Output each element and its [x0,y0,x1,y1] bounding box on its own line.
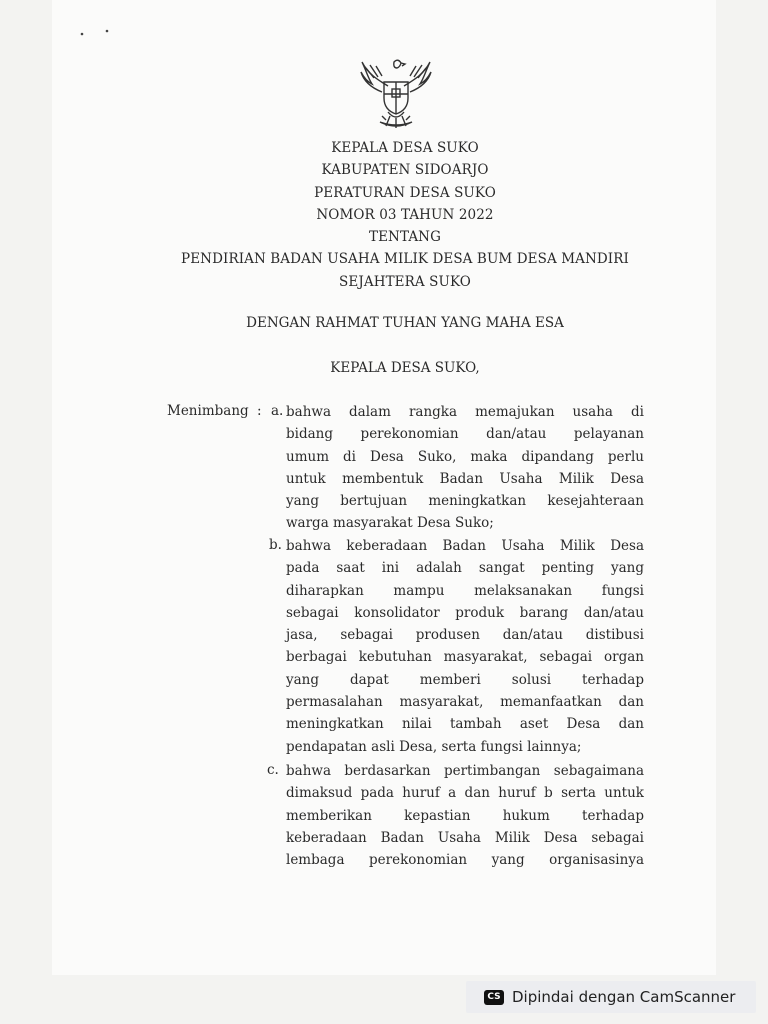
item-c-line: lembaga perekonomian yang organisasinya [286,852,644,869]
item-b-line: diharapkan mampu melaksanakan fungsi [286,582,644,599]
item-c-line: bahwa berdasarkan pertimbangan sebagaimana [286,763,644,779]
item-b-line: jasa, sebagai produsen dan/atau distibusi [286,627,644,644]
item-c-text [286,760,644,871]
heading-line-number: NOMOR 03 TAHUN 2022 [316,206,494,223]
camscanner-label: Dipindai dengan CamScanner [512,988,736,1006]
item-b-line: permasalahan masyarakat, memanfaatkan dan [286,694,644,711]
invocation-line: DENGAN RAHMAT TUHAN YANG MAHA ESA [246,315,564,331]
item-a-line: yang bertujuan meningkatkan kesejahteraan [286,493,644,510]
heading-line-regulation: PERATURAN DESA SUKO [314,184,496,201]
heading-line-subject-cont: SEJAHTERA SUKO [339,273,471,290]
item-a-line: warga masyarakat Desa Suko; [286,515,494,532]
item-a-line: umum di Desa Suko, maka dipandang perlu [286,448,644,465]
heading-line-official: KEPALA DESA SUKO [331,140,479,156]
item-c-line: memberikan kepastian hukum terhadap [286,807,644,824]
considering-label: Menimbang [167,403,249,419]
heading-line-regency: KABUPATEN SIDOARJO [321,162,489,179]
item-c-line: keberadaan Badan Usaha Milik Desa sebagai [286,829,644,846]
item-b-line: pada saat ini adalah sangat penting yang [286,560,644,577]
official-line: KEPALA DESA SUKO, [330,360,480,376]
camscanner-icon: CS [484,990,504,1005]
item-a-line: untuk membentuk Badan Usaha Milik Desa [286,470,644,487]
item-letter-b: b. [269,537,282,553]
item-a-line: bahwa dalam rangka memajukan usaha di [286,404,644,420]
item-b-line: meningkatkan nilai tambah aset Desa dan [286,716,644,733]
item-b-line: bahwa keberadaan Badan Usaha Milik Desa [286,538,644,554]
heading-line-about: TENTANG [369,229,441,246]
camscanner-watermark [466,981,756,1013]
item-letter-a: a. [271,403,284,419]
item-b-line: pendapatan asli Desa, serta fungsi lainnya; [286,738,582,755]
item-a-line: bidang perekonomian dan/atau pelayanan [286,426,644,443]
document-heading [150,137,660,293]
heading-line-subject: PENDIRIAN BADAN USAHA MILIK DESA BUM DESA MANDIRI [181,251,629,268]
item-b-line: yang dapat memberi solusi terhadap [286,671,644,688]
item-letter-c: c. [267,762,279,778]
item-b-text [286,535,644,758]
item-a-text [286,401,644,535]
item-c-line: dimaksud pada huruf a dan huruf b serta untuk [286,785,644,802]
garuda-emblem-icon [358,56,434,136]
scan-specks [78,28,118,38]
item-b-line: sebagai konsolidator produk barang dan/atau [286,604,644,621]
item-b-line: berbagai kebutuhan masyarakat, sebagai organ [286,649,644,666]
considering-colon: : [257,403,262,419]
